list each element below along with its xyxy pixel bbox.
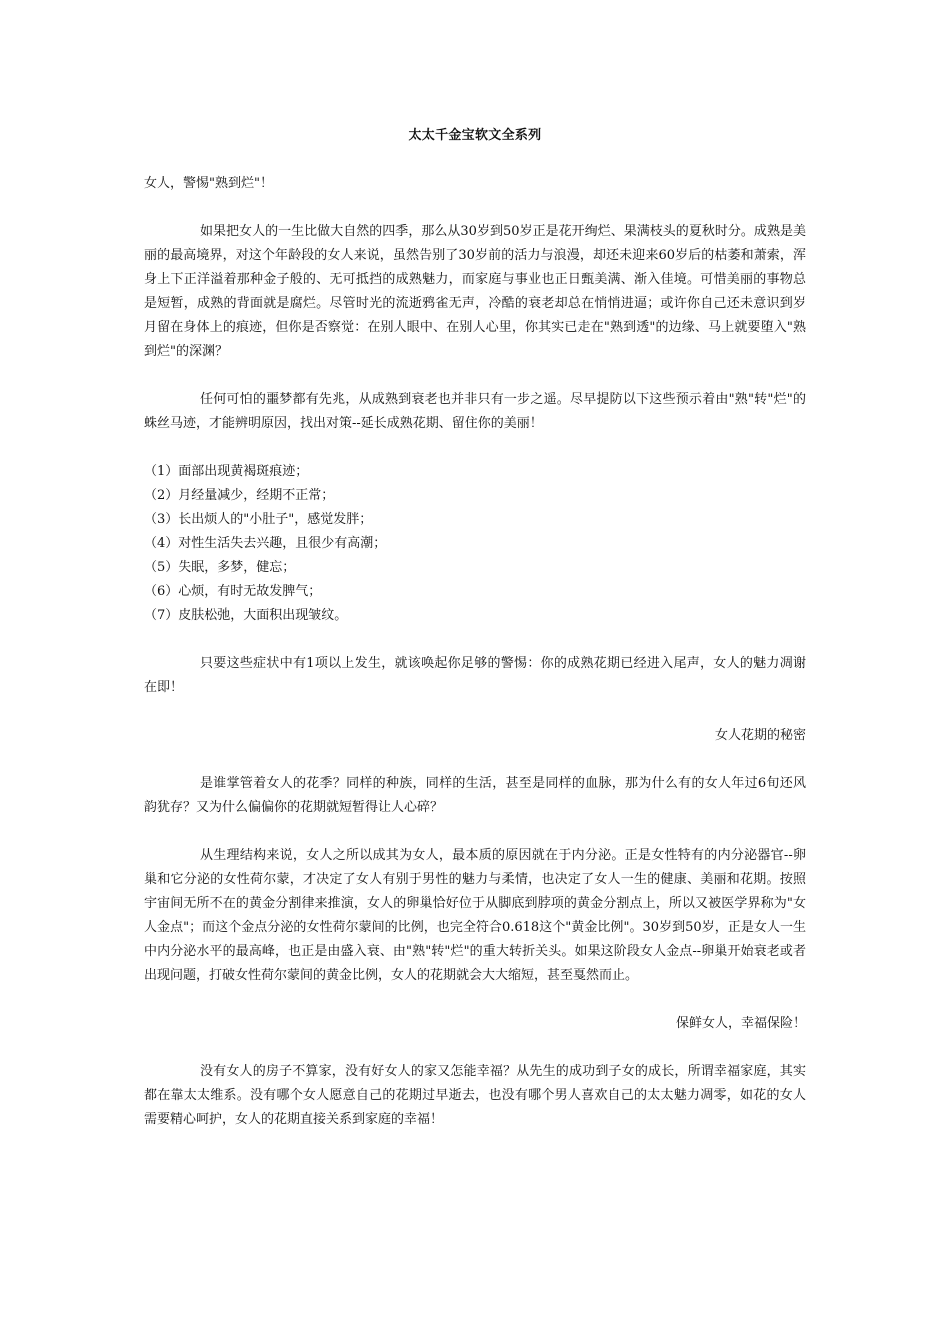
list-item: （4）对性生活失去兴趣，且很少有高潮；: [144, 536, 387, 551]
list-item: （2）月经量减少，经期不正常；: [144, 488, 335, 503]
section-heading-secret: 女人花期的秘密: [714, 728, 806, 743]
paragraph-alert: 只要这些症状中有1项以上发生，就该唤起你足够的警惕：你的成熟花期已经进入尾声，女人的魅力凋谢在即！: [144, 656, 806, 695]
document-title: 太太千金宝软文全系列: [408, 128, 542, 143]
list-item: （6）心烦，有时无故发脾气；: [144, 584, 322, 599]
list-item: （5）失眠，多梦，健忘；: [144, 560, 296, 575]
symptom-list: [144, 460, 806, 628]
paragraph-warning: 任何可怕的噩梦都有先兆，从成熟到衰老也并非只有一步之遥。尽早提防以下这些预示着由"熟"转"烂"的蛛丝马迹，才能辨明原因，找出对策--延长成熟花期、留住你的美丽！: [144, 392, 806, 431]
paragraph-question: 是谁掌管着女人的花季？同样的种族，同样的生活，甚至是同样的血脉，那为什么有的女人年过6旬还风韵犹存？又为什么偏偏你的花期就短暂得让人心碎？: [144, 776, 806, 815]
list-item: （7）皮肤松弛，大面积出现皱纹。: [144, 608, 348, 623]
section-heading-happiness: 保鲜女人，幸福保险！: [675, 1016, 806, 1031]
paragraph-family: 没有女人的房子不算家，没有好女人的家又怎能幸福？从先生的成功到子女的成长，所谓幸福家庭，其实都在靠太太维系。没有哪个女人愿意自己的花期过早逝去，也没有哪个男人喜欢自己的太太魅力凋零，如花的女人需要精心呵护，女人的花期直接关系到家庭的幸福！: [144, 1064, 806, 1127]
article-heading: 女人，警惕"熟到烂"！: [144, 176, 273, 191]
document-body: [144, 124, 806, 1156]
list-item: （1）面部出现黄褐斑痕迹；: [144, 464, 309, 479]
list-item: （3）长出烦人的"小肚子"，感觉发胖；: [144, 512, 373, 527]
paragraph-intro: 如果把女人的一生比做大自然的四季，那么从30岁到50岁正是花开绚烂、果满枝头的夏秋时分。成熟是美丽的最高境界，对这个年龄段的女人来说，虽然告别了30岁前的活力与浪漫，却还未迎来60岁后的枯萎和萧索，浑身上下正洋溢着那种金子般的、无可抵挡的成熟魅力，而家庭与事业也正日甄美满、渐入佳境。可惜美丽的事物总是短暂，成熟的背面就是腐烂。尽管时光的流逝鸦雀无声，冷酷的衰老却总在悄悄进逼；或许你自己还未意识到岁月留在身体上的痕迹，但你是否察觉：在别人眼中、在别人心里，你其实已走在"熟到透"的边缘、马上就要堕入"熟到烂"的深渊？: [144, 224, 806, 359]
paragraph-physiology: 从生理结构来说，女人之所以成其为女人，最本质的原因就在于内分泌。正是女性特有的内分泌器官--卵巢和它分泌的女性荷尔蒙，才决定了女人有别于男性的魅力与柔情，也决定了女人一生的健康、美丽和花期。按照宇宙间无所不在的黄金分割律来推演，女人的卵巢恰好位于从脚底到脖项的黄金分割点上，所以又被医学界称为"女人金点"；而这个金点分泌的女性荷尔蒙间的比例，也完全符合0.618这个"黄金比例"。30岁到50岁，正是女人一生中内分泌水平的最高峰，也正是由盛入衰、由"熟"转"烂"的重大转折关头。如果这阶段女人金点--卵巢开始衰老或者出现问题，打破女性荷尔蒙间的黄金比例，女人的花期就会大大缩短，甚至戛然而止。: [144, 848, 806, 983]
